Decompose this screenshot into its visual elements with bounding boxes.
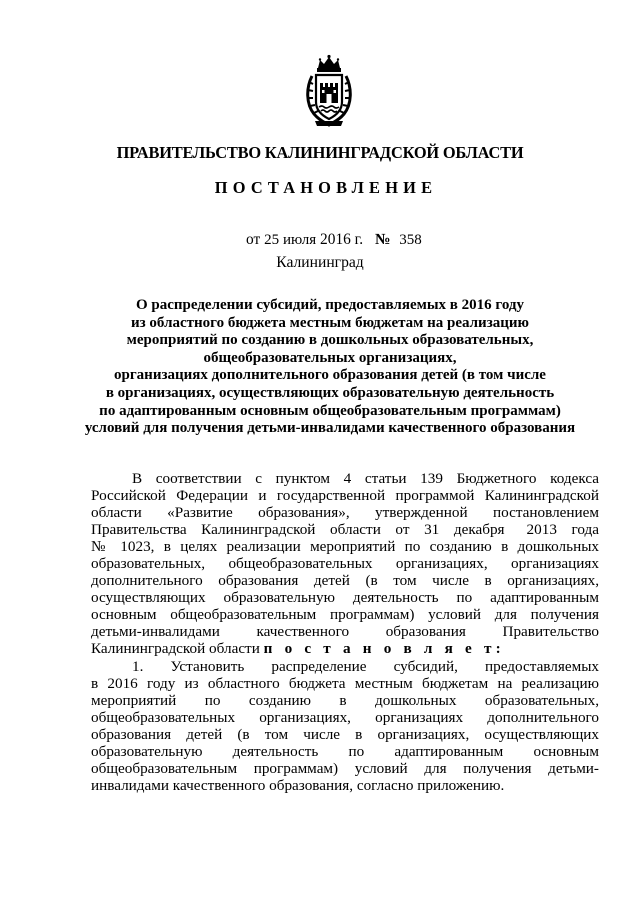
body-line-part: Правительства Калининградской области от 31 декабря: [91, 521, 505, 539]
body-line: образования детей (в том числе в организациях, осуществляющих: [91, 725, 599, 743]
body-line: 1. Установить распределение субсидий, предоставляемых: [132, 657, 599, 675]
body-line: образовательных, общеобразовательных организациях, организациях: [91, 555, 599, 573]
document-subject: [60, 297, 600, 438]
body-line: детьми-инвалидами качественного образования Правительство: [91, 623, 599, 641]
body-line: осуществляющих образовательную деятельность по адаптированным: [91, 589, 599, 607]
body-line: общеобразовательных организациях, организациях дополнительного: [91, 708, 599, 726]
date-month: июля: [282, 232, 317, 248]
government-title: ПРАВИТЕЛЬСТВО КАЛИНИНГРАДСКОЙ ОБЛАСТИ: [116, 143, 524, 162]
date-prefix: от: [246, 231, 261, 248]
body-line: общеобразовательным программам) условий для получения детьми-: [91, 759, 599, 777]
subject-line: условий для получения детьми-инвалидами качественного образования: [84, 420, 576, 437]
body-line-part: 2013 года: [526, 521, 599, 539]
document-number: 358: [399, 232, 422, 248]
body-line: образовательную деятельность по адаптированным основным: [91, 742, 599, 760]
body-line-part: Калининградской области: [91, 640, 260, 658]
body-line: области «Развитие образования», утвержденной постановлением: [91, 504, 599, 522]
document-type-title: ПОСТАНОВЛЕНИЕ: [214, 178, 438, 197]
body-line: В соответствии с пунктом 4 статьи 139 Бюджетного кодекса: [132, 470, 599, 487]
subject-line: О распределении субсидий, предоставляемых в 2016 году: [135, 297, 524, 313]
coat-of-arms-icon: [306, 54, 352, 128]
decree-verb: п о с т а н о в л я е т:: [263, 640, 505, 658]
date-year: 2016 г.: [320, 231, 364, 248]
subject-line: в организациях, осуществляющих образовательную деятельность: [105, 384, 555, 401]
date-day: 25: [264, 232, 280, 248]
number-sign: №: [374, 231, 391, 248]
subject-line: общеобразовательных организациях,: [203, 349, 457, 366]
subject-line: по адаптированным основным общеобразовательным программам): [99, 402, 561, 419]
subject-line: мероприятий по созданию в дошкольных образовательных,: [126, 332, 534, 349]
body-line: мероприятий по созданию в дошкольных образовательных,: [91, 691, 599, 709]
body-line: [91, 640, 599, 657]
subject-line: организациях дополнительного образования детей (в том числе: [114, 367, 546, 384]
body-line: основным общеобразовательным программам) условий для получения: [91, 606, 599, 624]
body-line: в 2016 году из областного бюджета местным бюджетам на реализацию: [91, 674, 599, 692]
body-line: № 1023, в целях реализации мероприятий по созданию в дошкольных: [91, 538, 599, 556]
body-line: [91, 521, 599, 538]
city-name: Калининград: [276, 254, 364, 271]
document-body: [91, 470, 599, 794]
body-line: Российской Федерации и государственной программой Калининградской: [91, 487, 599, 505]
body-line: инвалидами качественного образования, согласно приложению.: [91, 776, 505, 794]
date-line: [246, 231, 422, 249]
body-line: дополнительного образования детей (в том числе в организациях,: [91, 572, 599, 590]
subject-line: из областного бюджета местным бюджетам на реализацию: [131, 314, 529, 331]
